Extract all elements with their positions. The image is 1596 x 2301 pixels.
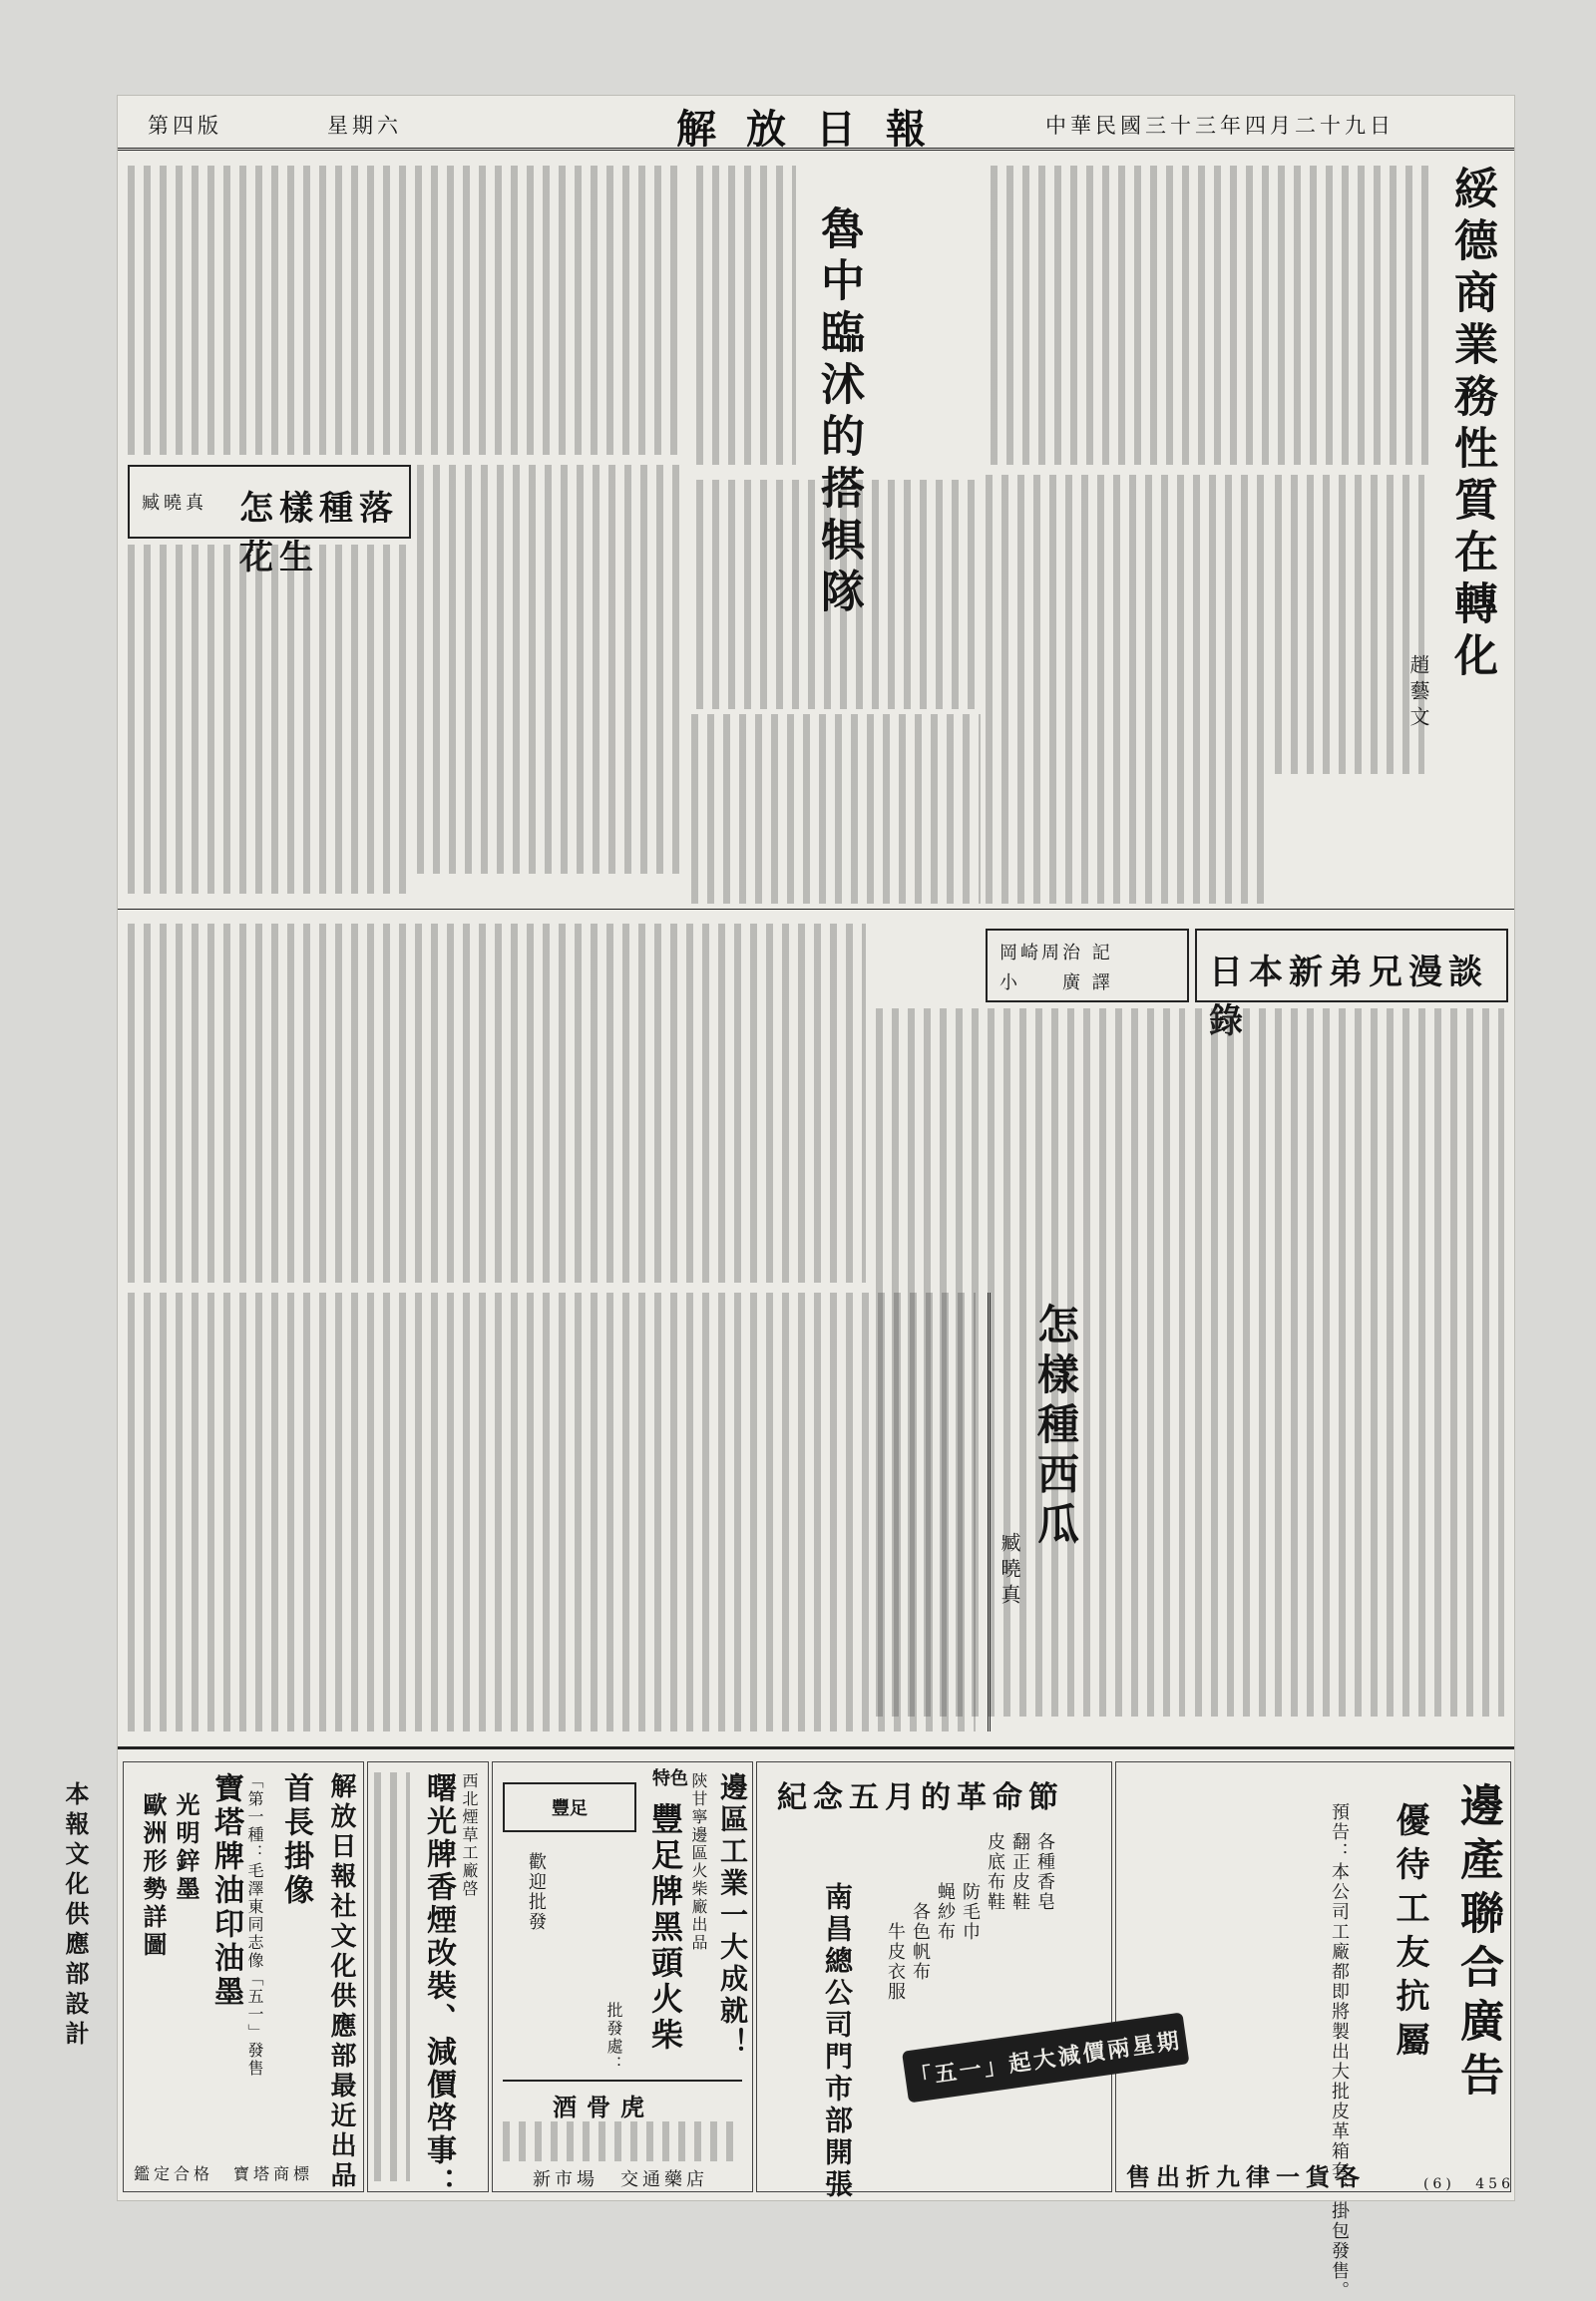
article-title-japanese: 日本新弟兄漫談錄 xyxy=(1209,953,1488,1041)
ad-culture-item1-note: 「第一種：毛澤東同志像「五一」發售 xyxy=(245,1772,264,2078)
article-body-japanese-c xyxy=(128,924,866,1283)
ad-item-3: 皮底布鞋 xyxy=(985,1832,1005,1912)
ad-culture-title: 解放日報社文化供應部最近出品 xyxy=(326,1772,356,2191)
ad-culture-item3: 光明鋅墨 xyxy=(172,1792,200,1904)
newspaper-logo: 解放日報 xyxy=(676,106,956,153)
ad-matches-brand: 豐足牌黑頭火柴 xyxy=(646,1802,684,2054)
ad-cig-maker: 西北煙草工廠啓 xyxy=(460,1772,479,1898)
ad-border-title: 邊產聯合廣告 xyxy=(1452,1782,1503,2106)
ad-cig-body xyxy=(374,1772,410,2181)
ad-matches-retail: 批發處： xyxy=(604,2002,623,2074)
section-divider xyxy=(118,909,1514,910)
ad-culture-supply xyxy=(123,1761,364,2192)
article-body-lumber-end xyxy=(691,714,981,904)
article-body-lumber xyxy=(128,166,686,455)
article-body-japanese xyxy=(1195,1008,1504,1717)
ad-culture-item4: 歐洲形勢詳圖 xyxy=(139,1792,168,1960)
article-title-lumber: 魯中臨沭的搭犋隊 xyxy=(813,205,864,620)
masthead xyxy=(118,96,1514,151)
ad-matches-maker: 陝甘寧邊區火柴廠出品 xyxy=(689,1772,708,1952)
ad-border-notice: 預告：本公司工廠都即將製出大批皮革箱套、掛包發售。 xyxy=(1329,1802,1350,2301)
newspaper-page xyxy=(61,96,1514,2301)
ad-hospital-title: 酒骨虎 xyxy=(553,2093,654,2121)
ad-matches-box: 豐足 xyxy=(503,1782,636,1832)
article-author-japanese-1: 岡崎周治 記 xyxy=(999,943,1113,963)
ad-hospital-body xyxy=(503,2121,742,2161)
ad-may5-title: 紀念五月的革命節 xyxy=(777,1780,1064,1815)
melon-title-rule xyxy=(988,1293,991,1731)
page-serial: 456 xyxy=(1475,2176,1514,2192)
article-author-melon: 臧曉真 xyxy=(998,1532,1021,1610)
ad-hospital-store: 新市場 交通藥店 xyxy=(533,2169,708,2190)
ad-culture-footer: 鑑定合格 寶塔商標 xyxy=(134,2164,314,2183)
ad-matches-badge: 歡迎批發 xyxy=(526,1852,547,1932)
weekday: 星期六 xyxy=(327,114,402,138)
ad-may-fifth xyxy=(756,1761,1184,2201)
ad-cigarettes xyxy=(367,1761,489,2200)
ad-promo-banner: 「五一」起大減價兩星期 xyxy=(902,2012,1189,2103)
ad-border-products xyxy=(1115,1761,1511,2301)
ad-culture-item2: 寶塔牌油印油墨 xyxy=(208,1772,243,2010)
article-body-main-cont xyxy=(1275,475,1424,774)
japanese-author-box xyxy=(986,929,1189,1002)
article-author-japanese-2: 小 廣 譯 xyxy=(999,972,1113,993)
ad-matches-headline: 邊區工業一大成就！ xyxy=(716,1772,749,2060)
ad-border-subtitle: 優待工友抗屬 xyxy=(1390,1802,1429,2066)
ad-item-7: 牛皮衣服 xyxy=(885,1922,906,2002)
japanese-title-box xyxy=(1195,929,1508,1041)
article-body-main xyxy=(991,166,1429,465)
flower-title-box xyxy=(128,465,411,577)
ad-culture-item1: 首長掛像 xyxy=(278,1772,313,1908)
issue-date: 中華民國三十三年四月二十九日 xyxy=(1045,114,1395,138)
ads-divider xyxy=(118,1746,1514,1749)
article-body-lumber-a xyxy=(696,166,796,465)
article-author-flowers: 臧曉真 xyxy=(142,493,207,514)
article-title-main: 綏德商業務性質在轉化 xyxy=(1446,166,1497,684)
ad-store-opening: 南昌總公司門市部開張 xyxy=(821,1882,854,2201)
page-number: 第四版 xyxy=(148,114,222,138)
ad-item-6: 各色帆布 xyxy=(910,1902,931,1982)
page-footer xyxy=(1423,2176,1514,2192)
ad-item-5: 蝇紗布 xyxy=(935,1882,956,1942)
ad-matches xyxy=(492,1761,753,2192)
article-title-flowers: 怎樣種落花生 xyxy=(239,489,399,577)
ad-matches-label: 特色 xyxy=(652,1768,688,1789)
article-body-melon xyxy=(128,1293,976,1731)
article-body-main-table xyxy=(986,475,1265,904)
article-author-main: 趙藝文 xyxy=(1406,654,1430,732)
ad-item-4: 防毛巾 xyxy=(960,1882,981,1942)
page-mark: (6) xyxy=(1422,2176,1455,2192)
ad-cig-headline: 曙光牌香煙改裝、減價啓事： xyxy=(421,1772,456,2200)
ad-culture-side: 本報文化供應部設計 xyxy=(61,1781,90,2051)
ad-matches-divider xyxy=(503,2080,742,2082)
article-title-melon: 怎樣種西瓜 xyxy=(1031,1303,1080,1552)
ad-item-1: 各種香皂 xyxy=(1034,1832,1055,1912)
article-body-flowers xyxy=(128,545,407,894)
article-body-lumber-cont xyxy=(417,465,686,874)
ad-border-footer: 售出折九律一貨各 xyxy=(1126,2162,1366,2191)
ad-item-2: 翻正皮鞋 xyxy=(1009,1832,1030,1912)
